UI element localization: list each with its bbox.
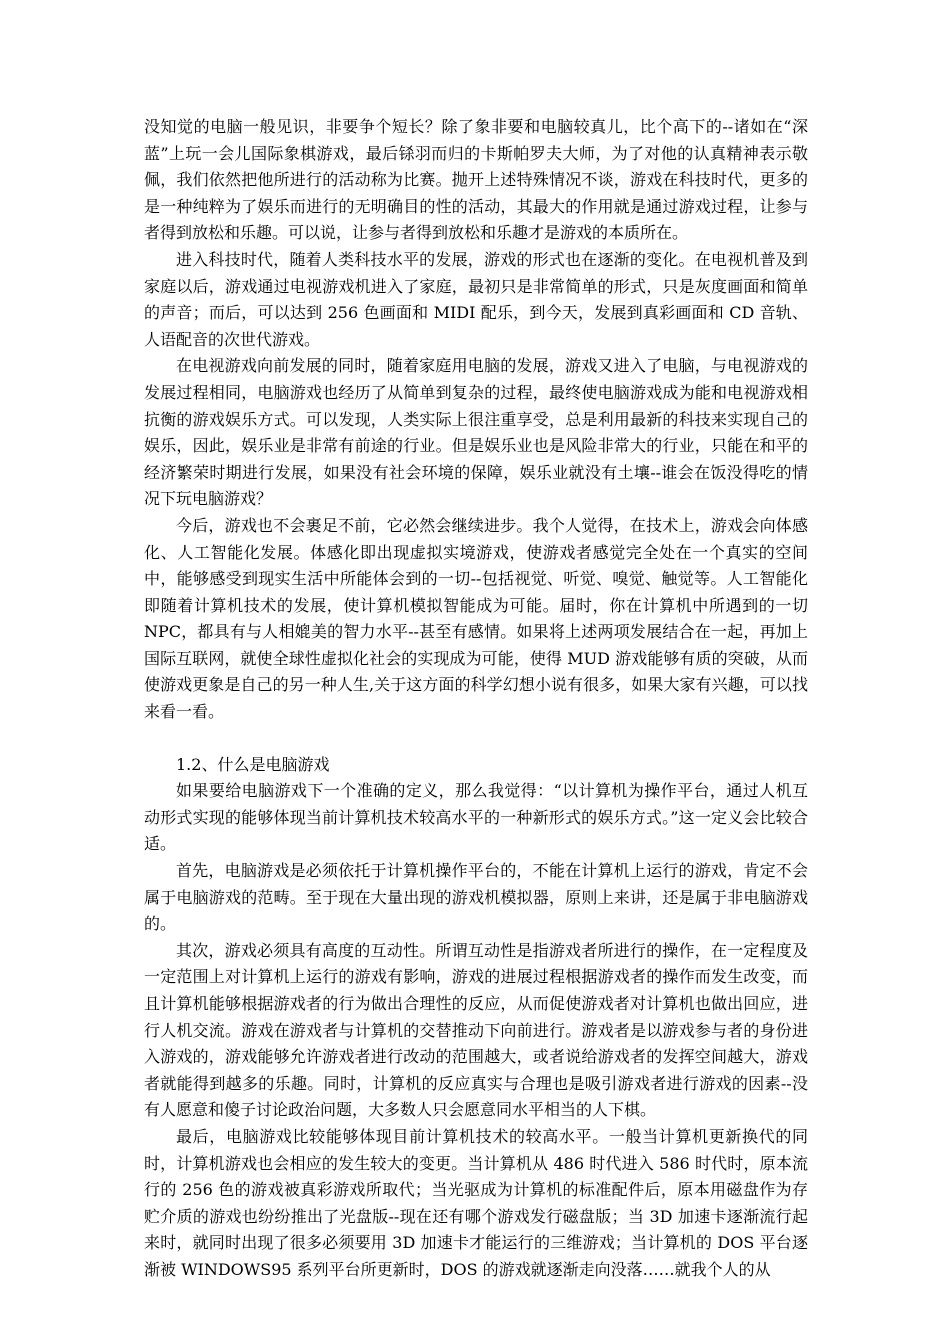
paragraph-last: 最后，电脑游戏比较能够体现目前计算机技术的较高水平。一般当计算机更新换代的同时，计算机游戏也会相应的发生较大的变更。当计算机从 486 时代进入 586 时代时，原本流行的 256 色的游戏被真彩游戏所取代；当光驱成为计算机的标准配件后，原本用磁盘作为存贮介质的游戏也纷纷推出了光盘版--现在还有哪个游戏发行磁盘版；当 3D 加速卡逐渐流行起来时，就同时出现了很多必须要用 3D 加速卡才能运行的三维游戏；当计算机的 DOS 平台逐渐被 WINDOWS95 系列平台所更新时，DOS 的游戏就逐渐走向没落……就我个人的从 <box>144 1126 808 1279</box>
paragraph-definition: 如果要给电脑游戏下一个准确的定义，那么我觉得：“以计算机为操作平台，通过人机互动形式实现的能够体现当前计算机技术较高水平的一种新形式的娱乐方式。”这一定义会比较合适。 <box>144 781 808 854</box>
document-page <box>144 114 808 1284</box>
paragraph-pc-games: 在电视游戏向前发展的同时，随着家庭用电脑的发展，游戏又进入了电脑，与电视游戏的发展过程相同，电脑游戏也经历了从简单到复杂的过程，最终使电脑游戏成为能和电视游戏相抗衡的游戏娱乐方式。可以发现，人类实际上很注重享受，总是利用最新的科技来实现自己的娱乐，因此，娱乐业是非常有前途的行业。但是娱乐业也是风险非常大的行业，只能在和平的经济繁荣时期进行发展，如果没有社会环境的保障，娱乐业就没有土壤--谁会在饭没得吃的情况下玩电脑游戏？ <box>144 356 808 509</box>
paragraph-second: 其次，游戏必须具有高度的互动性。所谓互动性是指游戏者所进行的操作，在一定程度及一定范围上对计算机上运行的游戏有影响，游戏的进展过程根据游戏者的操作而发生改变，而且计算机能够根据游戏者的行为做出合理性的反应，从而促使游戏者对计算机也做出回应，进行人机交流。游戏在游戏者与计算机的交替推动下向前进行。游戏者是以游戏参与者的身份进入游戏的，游戏能够允许游戏者进行改动的范围越大，或者说给游戏者的发挥空间越大，游戏者就能得到越多的乐趣。同时，计算机的反应真实与合理也是吸引游戏者进行游戏的因素--没有人愿意和傻子讨论政治问题，大多数人只会愿意同水平相当的人下棋。 <box>144 940 808 1120</box>
paragraph-tech-era: 进入科技时代，随着人类科技水平的发展，游戏的形式也在逐渐的变化。在电视机普及到家庭以后，游戏通过电视游戏机进入了家庭，最初只是非常简单的形式，只是灰度画面和简单的声音；而后，可以达到 256 色画面和 MIDI 配乐，到今天，发展到真彩画面和 CD 音轨、人语配音的次世代游戏。 <box>144 249 808 349</box>
paragraph-continuation: 没知觉的电脑一般见识，非要争个短长？除了象非要和电脑较真儿，比个高下的--诸如在“深蓝”上玩一会儿国际象棋游戏，最后铩羽而归的卡斯帕罗夫大师，为了对他的认真精神表示敬佩，我们依然把他所进行的活动称为比赛。抛开上述特殊情况不谈，游戏在科技时代，更多的是一种纯粹为了娱乐而进行的无明确目的性的活动，其最大的作用就是通过游戏过程，让参与者得到放松和乐趣。可以说，让参与者得到放松和乐趣才是游戏的本质所在。 <box>144 117 808 243</box>
paragraph-future: 今后，游戏也不会裹足不前，它必然会继续进步。我个人觉得，在技术上，游戏会向体感化、人工智能化发展。体感化即出现虚拟实境游戏，使游戏者感觉完全处在一个真实的空间中，能够感受到现实生活中所能体会到的一切--包括视觉、听觉、嗅觉、触觉等。人工智能化即随着计算机技术的发展，使计算机模拟智能成为可能。届时，你在计算机中所遇到的一切 NPC，都具有与人相媲美的智力水平--甚至有感情。如果将上述两项发展结合在一起，再加上国际互联网，就使全球性虚拟化社会的实现成为可能，使得 MUD 游戏能够有质的突破，从而使游戏更象是自己的另一种人生,关于这方面的科学幻想小说有很多，如果大家有兴趣，可以找来看一看。 <box>144 515 808 722</box>
section-gap <box>144 726 808 752</box>
section-heading: 1.2、什么是电脑游戏 <box>176 754 330 774</box>
paragraph-first: 首先，电脑游戏是必须依托于计算机操作平台的，不能在计算机上运行的游戏，肯定不会属于电脑游戏的范畴。至于现在大量出现的游戏机模拟器，原则上来讲，还是属于非电脑游戏的。 <box>144 861 808 934</box>
